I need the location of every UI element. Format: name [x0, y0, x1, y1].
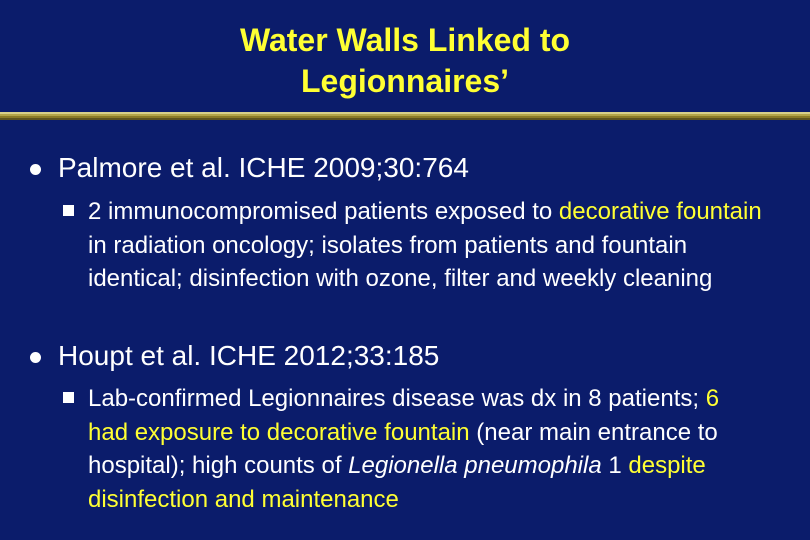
highlight-text: decorative fountain: [558, 198, 762, 225]
sub-bullet-houpt: [63, 382, 763, 516]
bullet-heading: Palmore et al. ICHE 2009;30:764: [58, 152, 469, 183]
sub-text-part: in radiation oncology; isolates from patients and fountain identical; disinfection with ozone, filter and weekly cleaning: [88, 231, 713, 292]
title-divider: [0, 112, 810, 120]
slide-title-line-2: Legionnaires’: [300, 63, 510, 99]
sub-text-part: 2 immunocompromised patients exposed to: [88, 198, 559, 225]
sub-bullet-text: [88, 382, 763, 516]
italic-text: Legionella pneumophila: [348, 452, 602, 479]
highlight-text: despite disinfection and maintenance: [88, 452, 706, 513]
square-bullet-icon: [63, 205, 74, 216]
sub-bullet-palmore: [63, 195, 763, 296]
slide-title: [0, 20, 810, 102]
sub-text-part: (near main entrance to hospital); high counts of: [88, 418, 718, 479]
round-bullet-icon: [30, 352, 41, 363]
square-bullet-icon: [63, 392, 74, 403]
round-bullet-icon: [30, 164, 41, 175]
slide-title-line-1: Water Walls Linked to: [239, 22, 571, 58]
bullet-heading: Houpt et al. ICHE 2012;33:185: [58, 340, 440, 371]
sub-bullet-text: [88, 195, 763, 296]
highlight-text: 6 had exposure to decorative fountain: [88, 385, 720, 446]
sub-text-part: 1: [601, 452, 629, 479]
sub-text-part: Lab-confirmed Legionnaires disease was dx in 8 patients;: [88, 385, 706, 412]
